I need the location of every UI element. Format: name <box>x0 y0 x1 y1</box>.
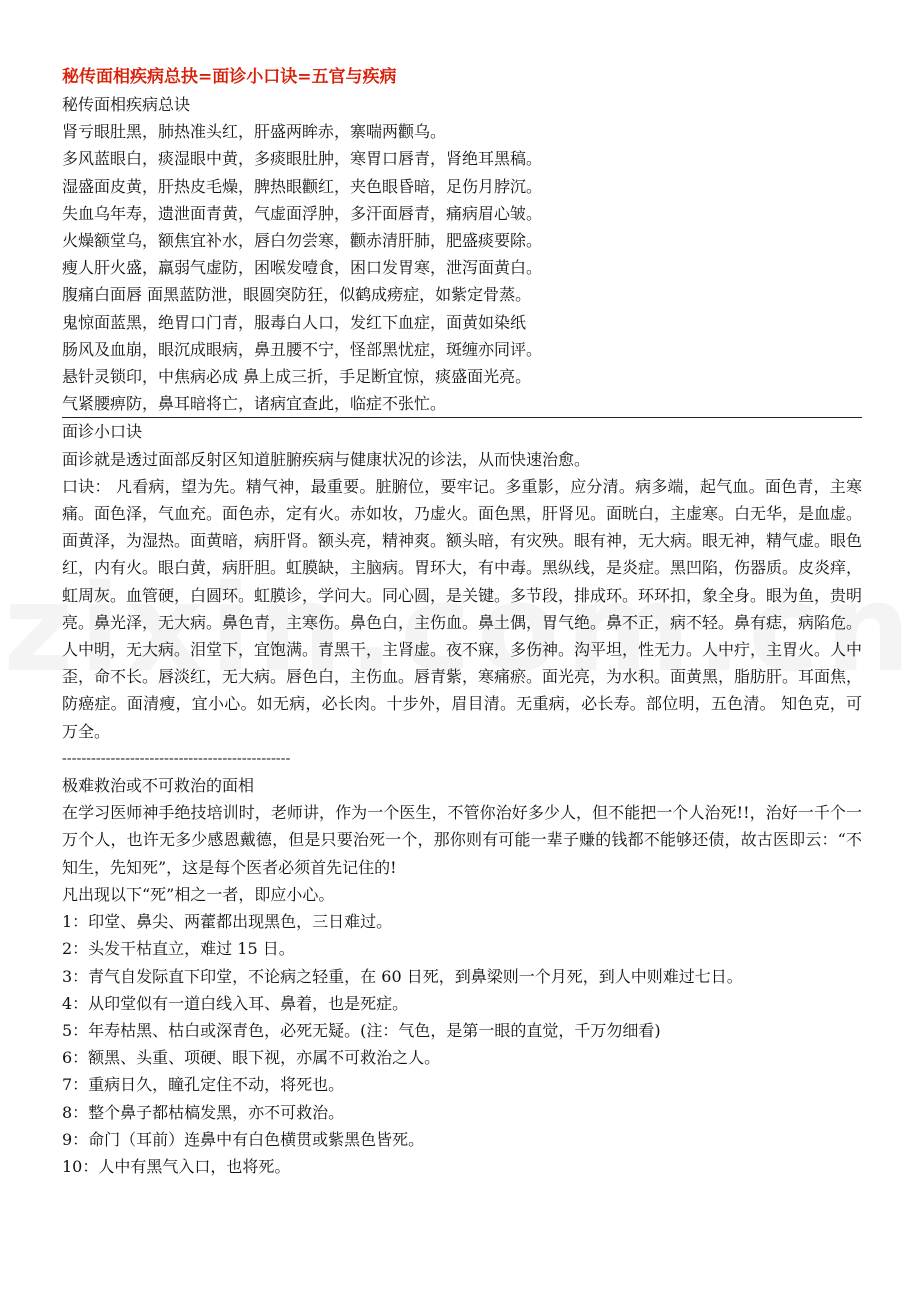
verse-line: 瘦人肝火盛，羸弱气虚防，困喉发噎食，困口发胃寒，泄泻面黄白。 <box>62 258 543 278</box>
list-item: 8：整个鼻子都枯槁发黑，亦不可救治。 <box>62 1102 345 1122</box>
list-item: 4：从印堂似有一道白线入耳、鼻着，也是死症。 <box>62 993 409 1013</box>
list-item: 3：青气自发际直下印堂，不论病之轻重，在 60 日死，到鼻梁则一个月死，到人中则难过七日。 <box>62 966 743 986</box>
list-item: 7：重病日久，瞳孔定住不动，将死也。 <box>62 1075 345 1095</box>
list-item: 9：命门（耳前）连鼻中有白色横贯或紫黑色皆死。 <box>62 1129 425 1149</box>
verse-line: 腹痛白面唇 面黑蓝防泄，眼圆突防狂，似鹤成痨症，如紫定骨蒸。 <box>62 285 532 305</box>
list-item: 10：人中有黑气入口，也将死。 <box>62 1156 291 1176</box>
dashed-divider: ----------------------------------------------- <box>62 750 291 766</box>
section-heading: 极难救治或不可救治的面相 <box>62 776 255 796</box>
list-item: 2：头发干枯直立，难过 15 日。 <box>62 939 295 959</box>
verse-line: 肠风及血崩，眼沉成眼病，鼻丑腰不宁，怪部黑忧症，斑缠亦同评。 <box>62 339 543 359</box>
list-item: 5：年寿枯黑、枯白或深青色，必死无疑。(注：气色，是第一眼的直觉，千万勿细看) <box>62 1020 661 1040</box>
section-intro: 面诊就是透过面部反射区知道脏腑疾病与健康状况的诊法，从而快速治愈。 <box>62 449 591 469</box>
verse-line: 多风蓝眼白，痰湿眼中黄，多痰眼肚肿，寒胃口唇青，肾绝耳黑稿。 <box>62 149 543 169</box>
section-fatal-face-signs <box>62 772 862 1180</box>
section-face-disease-verse <box>62 91 862 417</box>
section-heading: 面诊小口诀 <box>62 422 143 442</box>
document-title: 秘传面相疾病总抉=面诊小口诀=五官与疾病 <box>62 67 397 87</box>
warning-line: 凡出现以下“死”相之一者，即应小心。 <box>62 884 335 904</box>
list-item: 6：额黑、头重、项硬、眼下视，亦属不可救治之人。 <box>62 1048 441 1068</box>
document-page <box>62 64 862 1180</box>
list-item: 1：印堂、鼻尖、两藿都出现黑色，三日难过。 <box>62 912 393 932</box>
verse-line: 湿盛面皮黄，肝热皮毛燥，脾热眼颧红，夹色眼昏暗，足伤月脖沉。 <box>62 176 543 196</box>
verse-line: 火燥额堂乌，额焦宜补水，唇白勿尝寒，颧赤清肝肺，肥盛痰要除。 <box>62 231 543 251</box>
verse-line: 鬼惊面蓝黑，绝胃口门青，服毒白人口，发红下血症，面黄如染纸 <box>62 312 527 332</box>
verse-line: 失血乌年寿，遗泄面青黄，气虚面浮肿，多汗面唇青，痛病眉心皱。 <box>62 203 543 223</box>
verse-line: 肾亏眼肚黑，肺热准头红，肝盛两眸赤，寨喘两颧乌。 <box>62 122 447 142</box>
section-intro: 在学习医师神手绝技培训时，老师讲，作为一个医生，不管你治好多少人，但不能把一个人治死!!，治好一千个一万个人，也许无多少感恩戴德，但是只要治死一个，那你则有可能一辈子赚的钱都不能够还债，故古医即云：“不知生，先知死”，这是每个医者必须首先记住的! <box>62 803 862 877</box>
verse-line: 悬针灵锁印，中焦病必成 鼻上成三折，手足断宜惊，痰盛面光亮。 <box>62 367 532 387</box>
section-face-diagnosis-mnemonic <box>62 418 862 772</box>
verse-line: 气紧腰痹防，鼻耳暗将亡，诸病宜查此，临症不张忙。 <box>62 394 447 414</box>
section-heading: 秘传面相疾病总诀 <box>62 95 191 114</box>
mnemonic-verse: 口诀： 凡看病，望为先。精气神，最重要。脏腑位，要牢记。多重影，应分清。病多端，起气血。面色青，主寒痛。面色泽，气血充。面色赤，定有火。赤如妆，乃虚火。面色黑，肝肾见。面晄白，主虚寒。白无华，是血虚。面黄泽，为湿热。面黄暗，病肝肾。额头亮，精神爽。额头暗，有灾殃。眼有神，无大病。眼无神，精气虚。眼色红，内有火。眼白黄，病肝胆。虹膜缺，主脑病。胃环大，有中毒。黑纵线，是炎症。黑凹陷，伤器质。皮炎痒，虹周灰。血管硬，白圆环。虹膜诊，学问大。同心圆，是关键。多节段，排成环。环环扣，象全身。眼为鱼，贵明亮。鼻光泽，无大病。鼻色青，主寒伤。鼻色白，主伤血。鼻土偶，胃气绝。鼻不正，病不轻。鼻有痣，病陷危。人中明，无大病。泪堂下，宜饱满。青黑干，主肾虚。夜不寐，多伤神。沟平坦，性无力。人中疔，主胃火。人中歪，命不长。唇淡红，无大病。唇色白，主伤血。唇青紫，寒痛瘀。面光亮，为水积。面黄黑，脂肪肝。耳面焦，防癌症。面清瘦，宜小心。如无病，必长肉。十步外，眉目清。无重病，必长寿。部位明，五色清。 知色克，可万全。 <box>62 476 863 741</box>
